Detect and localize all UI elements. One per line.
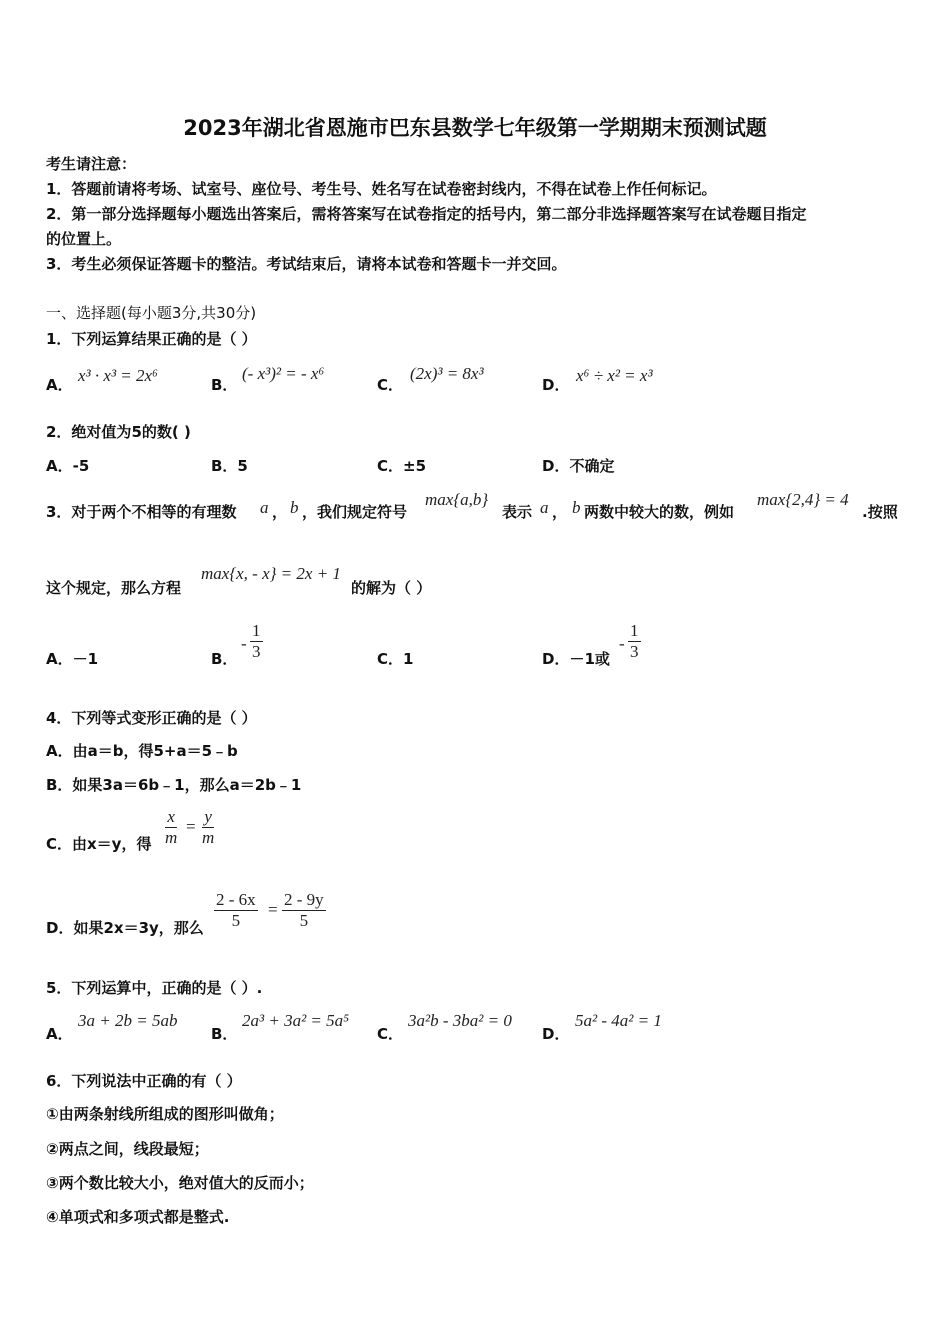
q3-label-b: B． [211,650,238,668]
q5-option-c: 3a²b - 3ba² = 0 [408,1011,512,1030]
q3-max-ab: max{a,b} [425,490,489,509]
question-6-stem: 6．下列说法中正确的有（ ） [46,1072,242,1090]
question-4-stem: 4．下列等式变形正确的是（ ） [46,709,257,727]
question-5-stem: 5．下列运算中，正确的是（ ）. [46,979,263,997]
q3-line2-part1: 这个规定，那么方程 [46,579,182,597]
q1-label-d: D． [542,376,570,394]
q3-var-a: a [260,498,269,517]
q1-option-a: x³ · x³ = 2x⁶ [78,366,158,385]
q3-var-b2: b [572,498,581,517]
q3-var-b: b [290,498,299,517]
q3-d-frac-num: 1 [630,621,639,640]
q4-c-right-num: y [204,807,212,826]
q4-d-equals: = [268,900,278,919]
q3-max-example: max{2,4} = 4 [757,490,849,509]
q4-option-d: D．如果2x＝3y，那么 [46,919,204,937]
q3-comma2: ， [552,503,568,521]
page-title: 2023年湖北省恩施市巴东县数学七年级第一学期期末预测试题 [183,116,767,140]
q4-c-equals: = [186,817,196,836]
q3-b-frac-num: 1 [252,621,261,640]
q4-d-left-fraction [214,890,258,931]
q3-stem-part5: .按照 [862,503,898,521]
q4-c-left-fraction [163,807,179,848]
q3-stem-part2: ，我们规定符号 [302,503,408,521]
q5-option-b: 2a³ + 3a² = 5a⁵ [242,1011,350,1030]
q6-statement-1: ①由两条射线所组成的图形叫做角； [46,1105,284,1123]
q3-b-minus: - [241,634,247,653]
q4-d-right-fraction [282,890,326,931]
q4-c-right-fraction [200,807,216,848]
q5-option-a: 3a + 2b = 5ab [78,1011,178,1030]
q1-label-a: A． [46,376,73,394]
q4-d-left-num: 2 - 6x [216,890,256,909]
section-heading: 一、选择题(每小题3分,共30分) [46,304,257,322]
q3-option-a: A．－1 [46,650,99,668]
q2-option-a: A．-5 [46,457,90,475]
q5-option-d: 5a² - 4a² = 1 [575,1011,662,1030]
question-3-stem-part1: 3．对于两个不相等的有理数 [46,503,237,521]
q6-statement-2: ②两点之间，线段最短； [46,1140,209,1158]
q3-b-frac-den: 3 [252,642,261,661]
q5-label-c: C． [377,1025,404,1043]
q6-statement-3: ③两个数比较大小，绝对值大的反而小； [46,1174,314,1192]
notice-line-1: 1．答题前请将考场、试室号、座位号、考生号、姓名写在试卷密封线内，不得在试卷上作任何标记。 [46,180,717,198]
q4-d-left-den: 5 [231,911,241,930]
q3-d-frac-den: 3 [630,642,639,661]
q1-option-c: (2x)³ = 8x³ [410,364,484,383]
q3-stem-part3: 表示 [502,503,533,521]
notice-line-2: 2．第一部分选择题每小题选出答案后，需将答案写在试卷指定的括号内，第二部分非选择题答案写在试卷题目指定 [46,205,807,223]
q5-label-a: A． [46,1025,73,1043]
q3-stem-part4: 两数中较大的数，例如 [584,503,735,521]
q3-var-a2: a [540,498,549,517]
q4-c-left-den: m [165,828,178,847]
q3-d-minus: - [619,634,625,653]
q1-label-c: C． [377,376,404,394]
q2-option-d: D．不确定 [542,457,615,475]
q3-comma: ， [272,503,288,521]
q1-option-d: x⁶ ÷ x² = x³ [576,366,653,385]
q2-option-b: B．5 [211,457,248,475]
q1-label-b: B． [211,376,238,394]
q3-equation: max{x, - x} = 2x + 1 [201,564,341,583]
q3-option-d: D．－1或 [542,650,610,668]
q6-statement-4: ④单项式和多项式都是整式. [46,1208,230,1226]
notice-heading: 考生请注意： [46,155,137,173]
question-1-stem: 1．下列运算结果正确的是（ ） [46,330,257,348]
q5-label-d: D． [542,1025,570,1043]
q4-option-c: C．由x＝y，得 [46,835,152,853]
q4-d-right-den: 5 [299,911,309,930]
question-2-stem: 2．绝对值为5的数( ) [46,423,191,441]
notice-line-2-cont: 的位置上。 [46,230,122,248]
q5-label-b: B． [211,1025,238,1043]
q4-d-right-num: 2 - 9y [284,890,324,909]
q3-d-fraction [628,621,641,662]
q1-option-b: (- x³)² = - x⁶ [242,364,325,383]
q3-option-c: C．1 [377,650,414,668]
q4-option-a: A．由a＝b，得5+a＝5﹣b [46,742,238,760]
q3-line2-part2: 的解为（ ） [351,579,432,597]
q2-option-c: C．±5 [377,457,427,475]
notice-line-3: 3．考生必须保证答题卡的整洁。考试结束后，请将本试卷和答题卡一并交回。 [46,255,567,273]
q4-option-b: B．如果3a＝6b﹣1，那么a＝2b﹣1 [46,776,302,794]
q4-c-right-den: m [202,828,215,847]
q3-b-fraction [250,621,263,662]
q4-c-left-num: x [167,807,175,826]
